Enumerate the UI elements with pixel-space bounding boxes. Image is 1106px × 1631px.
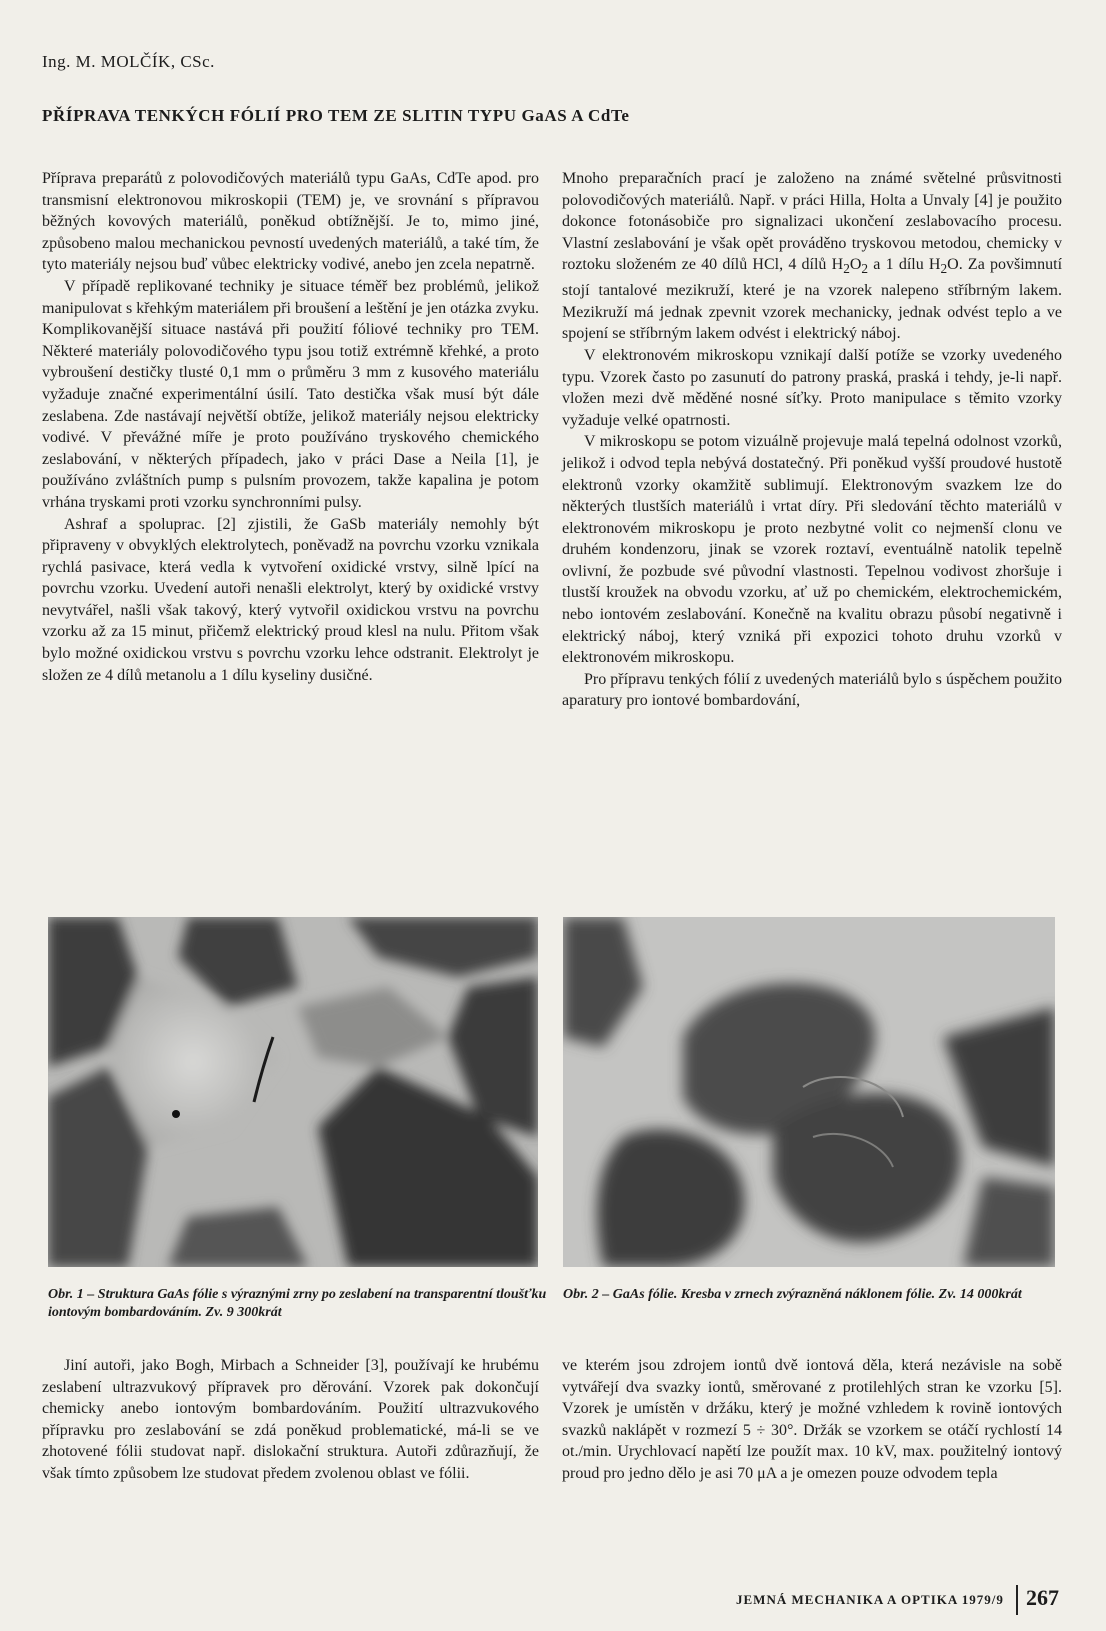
bottom-right-column bbox=[562, 1355, 1062, 1485]
page-number: 267 bbox=[1026, 1585, 1059, 1610]
paragraph: V mikroskopu se potom vizuálně projevuje malá tepelná odolnost vzorků, jelikož i odvod tepla nebývá dostatečný. Při poněkud vyšší proudové hustotě elektronů vzorky okamžitě sublimují. Elektronovým svazkem lze do některých tlustších materiálů i vrtat díry. Při sledování těchto materiálů v elektronovém mikroskopu je proto nezbytné volit co nejmenší clonu ve druhém kondenzoru, jinak se vzorek roztaví, eventuálně natolik tepelně ovlivní, že pozbude své původní vlastnosti. Tepelnou vodivost zhoršuje i tlustší kroužek na obvodu vzorku, ať už po chemickém, elektrochemickém, nebo iontovém zeslabování. Konečně na kvalitu obrazu působí negativně i elektrický náboj, který vzniká při expozici tohoto druhu vzorků v elektronovém mikroskopu. bbox=[562, 433, 1062, 667]
paragraph: Jiní autoři, jako Bogh, Mirbach a Schneider [3], používají ke hrubému zeslabení ultrazvukový přípravek pro děrování. Vzorek pak dokončují chemicky anebo iontovým bombardováním. Použití ultrazvukového přípravku pro zeslabování se zdá poněkud problematické, má-li se ve zhotovené fólii studovat např. dislokační struktura. Autoři zdůrazňují, že však tímto způsobem lze studovat předem zvolenou oblast ve fólii. bbox=[42, 1357, 539, 1482]
figure-1-caption: Obr. 1 – Struktura GaAs fólie s výraznými zrny po zeslabení na transparentní tloušťku iontovým bombardováním. Zv. 9 300krát bbox=[48, 1287, 547, 1320]
bottom-left-column bbox=[42, 1355, 539, 1485]
subscript: 2 bbox=[843, 261, 850, 277]
paragraph: V případě replikované techniky je situace téměř bez problémů, jelikož manipulovat s křehkým materiálem při broušení a leštění je jen otázka zvyku. Komplikovanější situace nastává při použití fóliové techniky pro TEM. Některé materiály polovodičového typu jsou totiž extrémně křehké, a proto vybroušení destičky tlusté 0,1 mm o průměru 3 mm z kusového materiálu vyžaduje značné experimentální úsilí. Tato destička však musí být dále zeslabena. Zde nastávají největší obtíže, jelikož materiály nejsou elektricky vodivé. V převážné míře je proto používáno tryskového chemického zeslabování, v některých případech, jako v práci Dase a Neila [1], je používáno zvláštních pump s pulsním provozem, takže kapalina je potom vrhána tryskami proti vzorku synchronními pulsy. bbox=[42, 277, 539, 511]
subscript: 2 bbox=[940, 261, 948, 277]
micrograph-grains-image bbox=[48, 917, 538, 1267]
paragraph: ve kterém jsou zdrojem iontů dvě iontová děla, která nezávisle na sobě vytvářejí dva svazky iontů, směrované z protilehlých stran ke vzorku [5]. Vzorek je umístěn v držáku, který je možné vzhledem k rovině iontových svazků naklápět v rozmezí 5 ÷ 30°. Držák se vzorkem se otáčí rychlostí 14 ot./min. Urychlovací napětí lze použít max. 10 kV, max. použitelný iontový proud pro jedno dělo je asi 70 μA a je omezen pouze odvodem tepla bbox=[562, 1357, 1062, 1482]
author-line: Ing. M. MOLČÍK, CSc. bbox=[42, 52, 215, 71]
left-column bbox=[42, 168, 539, 686]
figure-1-micrograph bbox=[48, 917, 538, 1267]
paragraph: V elektronovém mikroskopu vznikají další potíže se vzorky uvedeného typu. Vzorek často po zasunutí do patrony praská, praská i tehdy, je-li např. vložen mezi dvě měděné nosné síťky. Proto manipulace s těmito vzorky vyžaduje velké opatrnosti. bbox=[562, 346, 1062, 429]
paragraph: Pro přípravu tenkých fólií z uvedených materiálů bylo s úspěchem použito aparatury pro iontové bombardování, bbox=[562, 670, 1062, 710]
subscript: 2 bbox=[861, 261, 869, 277]
article-title: PŘÍPRAVA TENKÝCH FÓLIÍ PRO TEM ZE SLITIN TYPU GaAS A CdTe bbox=[42, 106, 630, 125]
micrograph-tilted-foil-image bbox=[563, 917, 1055, 1267]
paragraph: Ashraf a spoluprac. [2] zjistili, že GaSb materiály nemohly být připraveny v obvyklých elektrolytech, poněvadž na povrchu vzorku vznikala rychlá pasivace, která vedla k vytvoření oxidické vrstvy, silně lpící na povrchu vzorku. Uvedení autoři nenašli elektrolyt, který by oxidické vrstvy nevytvářel, našli však takový, který vytvořil oxidickou vrstvu na povrchu vzorku až za 15 minut, přičemž elektrický proud klesl na nulu. Přitom však bylo možné oxidickou vrstvu s povrchu vzorku lehce odstranit. Elektrolyt je složen ze 4 dílů metanolu a 1 dílu kyseliny dusičné. bbox=[42, 515, 539, 684]
right-column bbox=[562, 168, 1062, 712]
paragraph bbox=[562, 168, 1062, 345]
text-run: Mnoho preparačních prací je založeno na známé světelné průsvitnosti polovodičových materiálů. Např. v práci Hilla, Holta a Unvaly [4] je použito dokonce fotonásobiče pro signalizaci ukončení zeslabovacího procesu. Vlastní zeslabování je však opět prováděno tryskovou metodou, chemicky v roztoku složeném ze 40 dílů HCl, 4 dílů H bbox=[562, 170, 1062, 274]
footer-divider bbox=[1016, 1585, 1018, 1615]
paragraph: Příprava preparátů z polovodičových materiálů typu GaAs, CdTe apod. pro transmisní elektronovou mikroskopii (TEM) je, ve srovnání s přípravou běžných kovových materiálů, poněkud obtížnější. Je to, mimo jiné, způsobeno malou mechanickou pevností uvedených materiálů, a také tím, že tyto materiály nejsou buď vůbec elektricky vodivé, anebo jen zcela nepatrně. bbox=[42, 170, 539, 274]
text-run: O. Za povšimnutí stojí tantalové mezikruží, které je na vzorek nalepeno stříbrným lakem. Mezikruží má jednak zpevnit vzorek mechanicky, jednak odvést teplo a ve spojení se stříbrným lakem odvést i elektrický náboj. bbox=[562, 256, 1063, 343]
figure-2-caption: Obr. 2 – GaAs fólie. Kresba v zrnech zvýrazněná náklonem fólie. Zv. 14 000krát bbox=[563, 1287, 1022, 1302]
text-run: O bbox=[849, 256, 862, 274]
text-run: a 1 dílu H bbox=[868, 256, 941, 274]
figure-2-micrograph bbox=[563, 917, 1055, 1267]
journal-footer: JEMNÁ MECHANIKA A OPTIKA 1979/9 bbox=[736, 1592, 1004, 1607]
